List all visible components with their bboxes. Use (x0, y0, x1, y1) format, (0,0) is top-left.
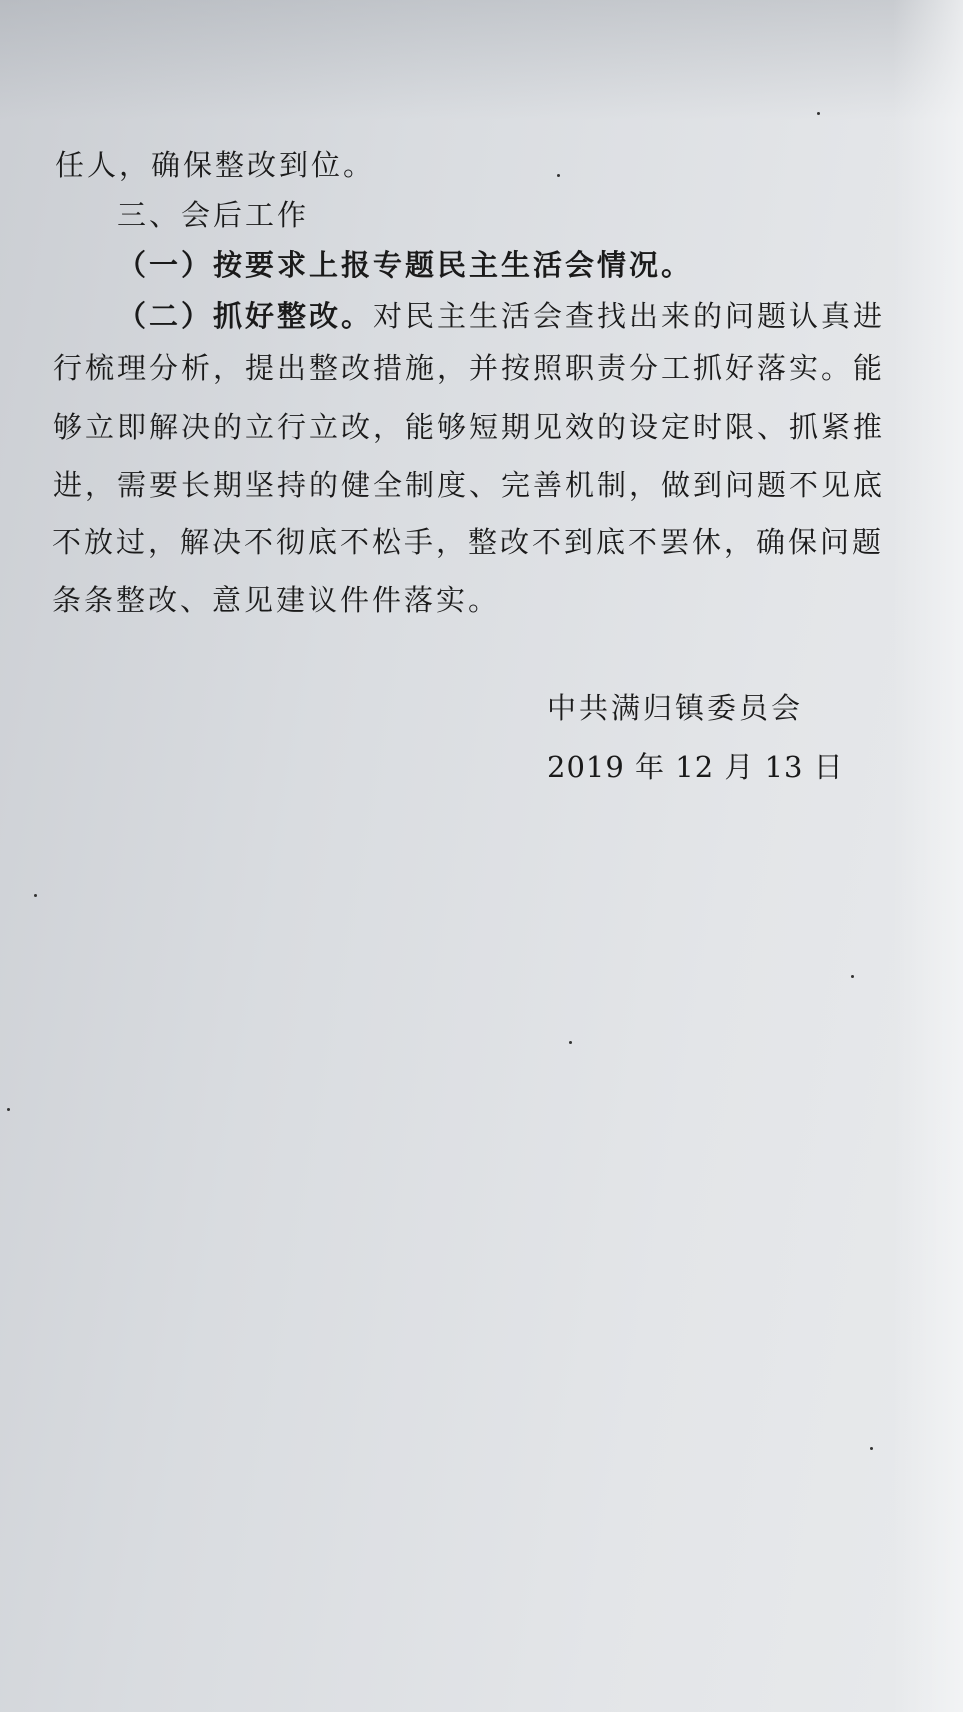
paper-speck (7, 1108, 10, 1111)
signature-date: 2019 年 12 月 13 日 (547, 750, 844, 784)
item-1-heading: （一）按要求上报专题民主生活会情况。 (117, 248, 694, 282)
paper-highlight-right (893, 0, 963, 1712)
item-2-text: 对民主生活会查找出来的问题认真进 (373, 299, 886, 333)
paragraph-line-5: 不放过，解决不彻底不松手，整改不到底不罢休，确保问题 (52, 525, 885, 559)
item-2-line (117, 296, 885, 336)
paper-speck (870, 1447, 873, 1450)
body-line-1: 任人，确保整改到位。 (55, 148, 376, 182)
paper-shadow-top (0, 0, 963, 120)
signature-organization: 中共满归镇委员会 (547, 691, 804, 725)
paragraph-line-2: 行梳理分析，提出整改措施，并按照职责分工抓好落实。能 (53, 351, 886, 385)
paragraph-line-4: 进，需要长期坚持的健全制度、完善机制，做到问题不见底 (53, 468, 886, 502)
paragraph-line-6: 条条整改、意见建议件件落实。 (52, 583, 501, 617)
section-heading-3: 三、会后工作 (117, 198, 310, 232)
paragraph-line-3: 够立即解决的立行立改，能够短期见效的设定时限、抓紧推 (53, 410, 886, 444)
paper-speck (569, 1041, 572, 1044)
paper-speck (34, 894, 37, 897)
paper-speck (817, 112, 820, 115)
paper-speck (557, 174, 560, 177)
paper-speck (851, 975, 854, 978)
item-2-heading: （二）抓好整改。 (117, 299, 374, 333)
